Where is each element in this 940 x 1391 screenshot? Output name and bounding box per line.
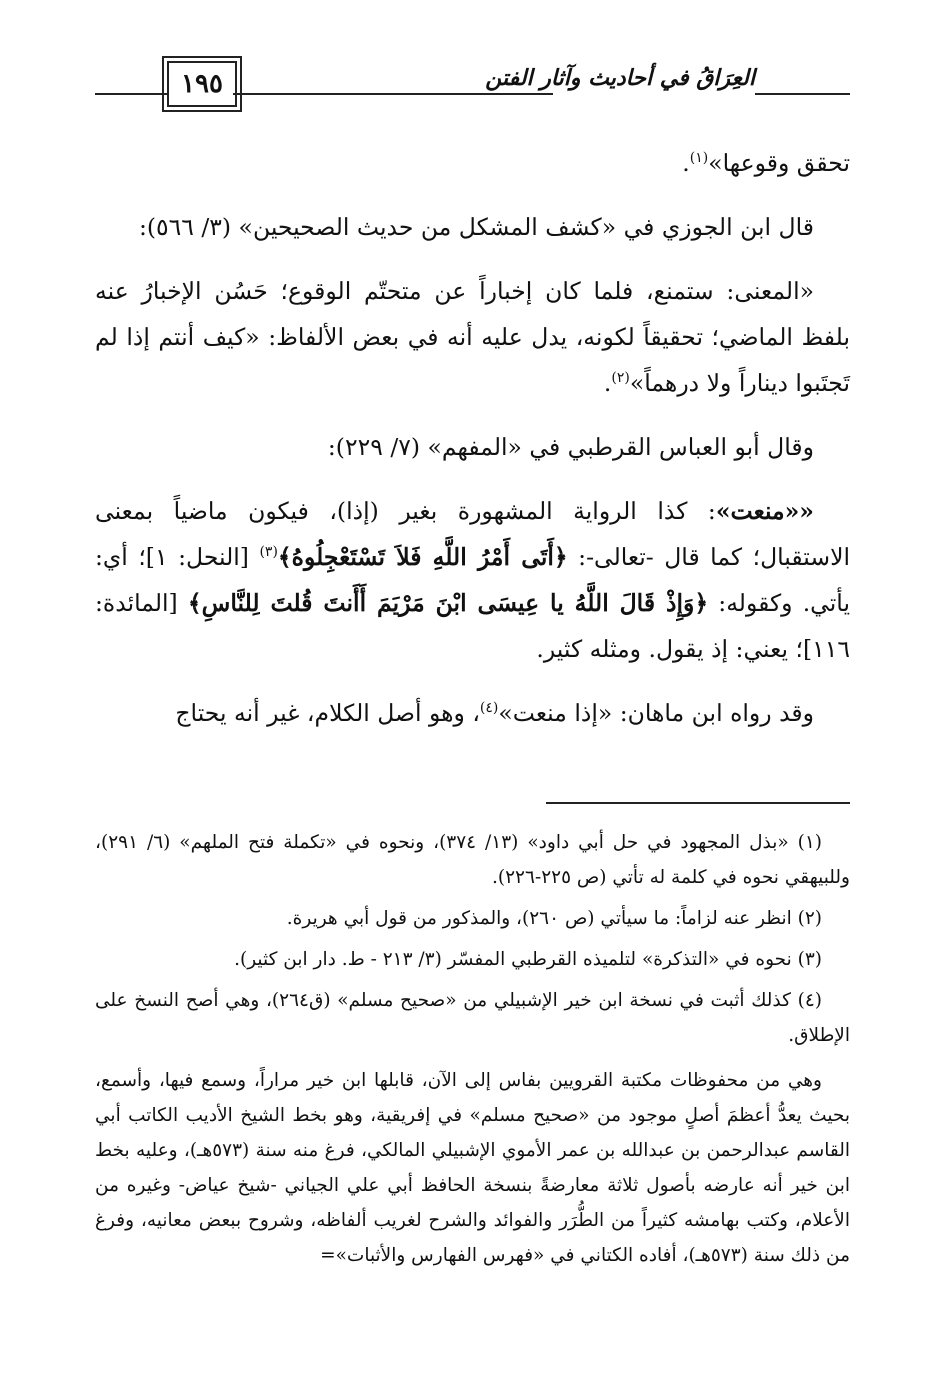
footnotes (95, 825, 850, 1279)
paragraph-6 (95, 690, 850, 736)
quran-verse-1: ﴿أَتَى أَمْرُ اللَّهِ فَلاَ تَسْتَعْجِلُوهُ﴾ (277, 543, 568, 571)
paragraph-5-text-c: [المائدة: ١١٦]؛ يعني: إذ يقول. ومثله كثير. (95, 589, 850, 663)
paragraph-2-text: قال ابن الجوزي في «كشف المشكل من حديث الصحيحين» (٣/ ٥٦٦): (138, 213, 814, 241)
footnote-ref-3: (٣) (259, 544, 278, 561)
header-rule-middle (233, 93, 553, 95)
header-rule-left (95, 93, 167, 95)
paragraph-3-end: . (603, 369, 612, 397)
paragraph-5-text-a: : كذا الرواية المشهورة بغير (إذا)، فيكون ماضياً بمعنى الاستقبال؛ كما قال -تعالى-: (95, 497, 851, 571)
paragraph-1-end: . (682, 149, 690, 177)
paragraph-5 (95, 488, 850, 672)
footnote-4: (٤) كذلك أثبت في نسخة ابن خير الإشبيلي من «صحيح مسلم» (ق٢٦٤)، وهي أصح النسخ على الإطلاق. (95, 990, 850, 1046)
paragraph-2 (95, 204, 850, 250)
main-text (95, 140, 850, 736)
paragraph-5-text-b: [النحل: ١]؛ أي: يأتي. وكقوله: (95, 543, 851, 617)
footnote-1: (١) «بذل المجهود في حل أبي داود» (١٣/ ٣٧٤)، ونحوه في «تكملة فتح الملهم» (٦/ ٢٩١)، وللبيهقي نحوه في كلمة له تأتي (ص ٢٢٥-٢٢٦). (95, 832, 850, 888)
paragraph-4-text: وقال أبو العباس القرطبي في «المفهم» (٧/ ٢٢٩): (327, 433, 814, 461)
paragraph-1 (95, 140, 850, 186)
page-number: ١٩٥ (167, 61, 237, 107)
paragraph-6-text-a: وقد رواه ابن ماهان: «إذا منعت» (498, 699, 814, 727)
footnote-ref-4: (٤) (479, 700, 499, 717)
footnote-ref-1: (١) (689, 150, 709, 167)
page-header (95, 55, 850, 115)
footnote-4-continuation: وهي من محفوظات مكتبة القرويين بفاس إلى الآن، قابلها ابن خير مراراً، وسمع فيها، وأسمع، بحيث يعدُّ أعظمَ أصلٍ موجود من «صحيح مسلم» في إفريقية، وهو بخط الشيخ الأديب الكاتب أبي القاسم عبدالرحمن بن عبدالله بن عمر الأموي الإشبيلي المالكي، فرغ منه سنة (٥٧٣هـ)، وعليه بخط ابن خير أنه عارضه بأصول ثلاثة معارضةً بنسخة الحافظ أبي علي الجياني -شيخ عياض- وغيره من الأعلام، وكتب بهامشه كثيراً من الطُّرَر والفوائد والشرح لغريب ألفاظه، وشروح ببعض معانيه، وفرغ من ذلك سنة (٥٧٣هـ)، أفاده الكتاني في «فهرس الفهارس والأثبات»= (95, 1070, 850, 1266)
footnote-3: (٣) نحوه في «التذكرة» لتلميذه القرطبي المفسّر (٣/ ٢١٣ - ط. دار ابن كثير). (234, 949, 822, 970)
quoted-term: ««منعت» (715, 497, 814, 525)
quran-verse-2: ﴿وَإِذْ قَالَ اللَّهُ يا عِيسَى ابْنَ مَرْيَمَ أَأَنتَ قُلتَ لِلنَّاسِ﴾ (187, 589, 709, 617)
paragraph-4 (95, 424, 850, 470)
paragraph-3-text: «المعنى: ستمنع، فلما كان إخباراً عن متحتّم الوقوع؛ حَسُن الإخبارُ عنه بلفظ الماضي؛ تحقيقاً لكونه، يدل عليه أنه في بعض الألفاظ: «كيف أنتم إذا لم تَجتَبوا ديناراً ولا درهماً» (95, 277, 850, 397)
header-rule-right (755, 93, 850, 95)
paragraph-6-text-b: ، وهو أصل الكلام، غير أنه يحتاج (175, 699, 480, 727)
paragraph-3 (95, 268, 850, 406)
footnote-separator (546, 802, 850, 804)
running-title: العِرَاقُ في أحاديث وآثار الفتن (485, 65, 755, 91)
paragraph-1-text: تحقق وقوعها» (708, 149, 850, 177)
footnote-ref-2: (٢) (611, 370, 630, 387)
footnote-2: (٢) انظر عنه لزاماً: ما سيأتي (ص ٢٦٠)، والمذكور من قول أبي هريرة. (286, 908, 822, 929)
